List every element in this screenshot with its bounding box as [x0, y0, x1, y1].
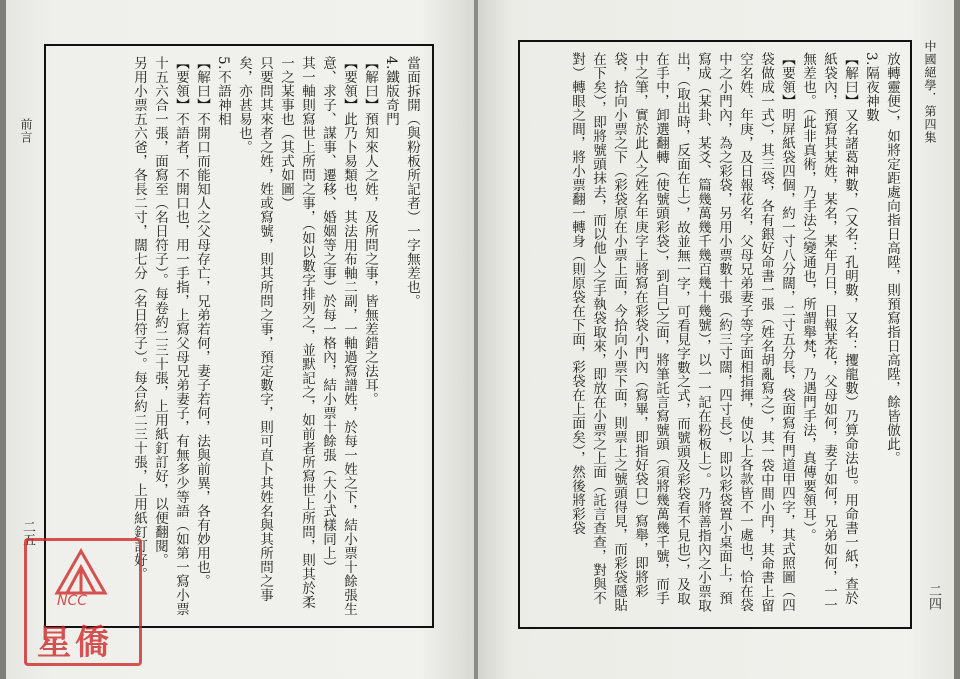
right-page — [478, 0, 954, 679]
right-text-frame — [518, 40, 912, 629]
left-body-text: 當面拆開（與粉板所記者）一字無差也。 4.鐵版奇門 【解曰】預知來人之姓，及所問之事，皆無差錯之法耳。 【要領】此乃卜易類也，其法用布軸二副，一軸過寫譜姓，於每一姓之下，結小票十餘張生意、求子、謀事、遷移、婚姻等之事）於每一格內，結小票十餘張（大小式樣同上） 其一軸則寫世上所問之事，（如以數字排列之，並默記之，如前者所寫世上所問，則其於柔一之某事也（其式如圖） 只要問其來者之姓，姓或寫號，則其所問之事，預定數字，則可直卜其姓名與其所問之事矣，亦甚易也。 5.不語神相 【解曰】不開口而能知人之父母存亡，兄弟若何，妻子若何，法與前異，各有妙用也。 【要領】不語者，不開口也，用一手指，上寫父母兄弟妻子，有無多少等語（如第一寫小票十五六合一張，面寫至（名日符子）。每卷約二三十張，上用紙釘訂好，以便翻閱。 另用小票五六爸，各長二寸，闊七分（名日符子）。每合約二三十張，上用紙釘訂好。 — [131, 56, 420, 616]
right-page-number: 二四 — [926, 584, 941, 610]
seal-chinese-text: 星僑 — [37, 623, 113, 663]
right-running-header: 中國絕學．第四集 — [923, 40, 937, 144]
right-body-text: 放轉靈便），如將定距處向指日高陞，則預寫指日高陞，餘皆倣此。 3.隔夜神數 【解曰】又名諸葛神數，（又名：孔明數，又名：攫龍數）乃算命法也。用命書一紙，查於紙袋內，預寫其某姓，某名，某年月日，日報某花，父母如何，妻子如何，兄弟如何，一一無差也。（此非真術，乃手法之變通也，所謂舉梵，乃遇門手法，真傳要領耳）。 【要領】明屏紙袋四個，約一寸八分闊，二寸五分長，袋面寫有門道甲四字，其式照圖（四袋做成一式），其三袋，各有銀好命書一張（姓名胡亂寫之），其一袋中間小門，其命書上留空名姓、年庚，及日報花名，父母兄弟妻子等字面相指揮，使以上各款皆不一處也，恰在袋中之小門內，為之彩袋，另用小票數十張（約三寸闊，四寸長），即以彩袋置小桌面上，預寫成（某卦、某爻、篇幾萬幾千幾百幾十幾號），以一一記在粉板上）。乃將善指內之小票取出，（取出時，反面在上），故並無一字，可看見字數之式，而號頭及彩袋看不見也），及取在手中，卸選翻轉（使號頭彩袋），到自己之面，將筆託言寫號頭（須將幾萬幾千號，而手中之筆，實於此人之姓名年庚字上將寫在彩袋小門內（寫畢，即指好袋口）寫舉，即將彩袋，拾向小票之下（彩袋原在小票上面，今拾向小票下面，則票上之號頭得見，而彩袋隱貼在下矣），即將號頭抹去，而以他人之手執袋取來，即放在小票之上面（託言查查，對與不對）轉眼之間，將小票翻一轉身（則原袋在下面，彩袋在上面矣），然後將彩袋 — [569, 52, 900, 613]
seal-stamp — [24, 538, 142, 666]
left-running-header: 前言 — [19, 118, 33, 144]
left-page-number: 二五 — [20, 520, 35, 546]
seal-latin-text: NCC — [57, 593, 88, 609]
left-page — [6, 0, 476, 679]
